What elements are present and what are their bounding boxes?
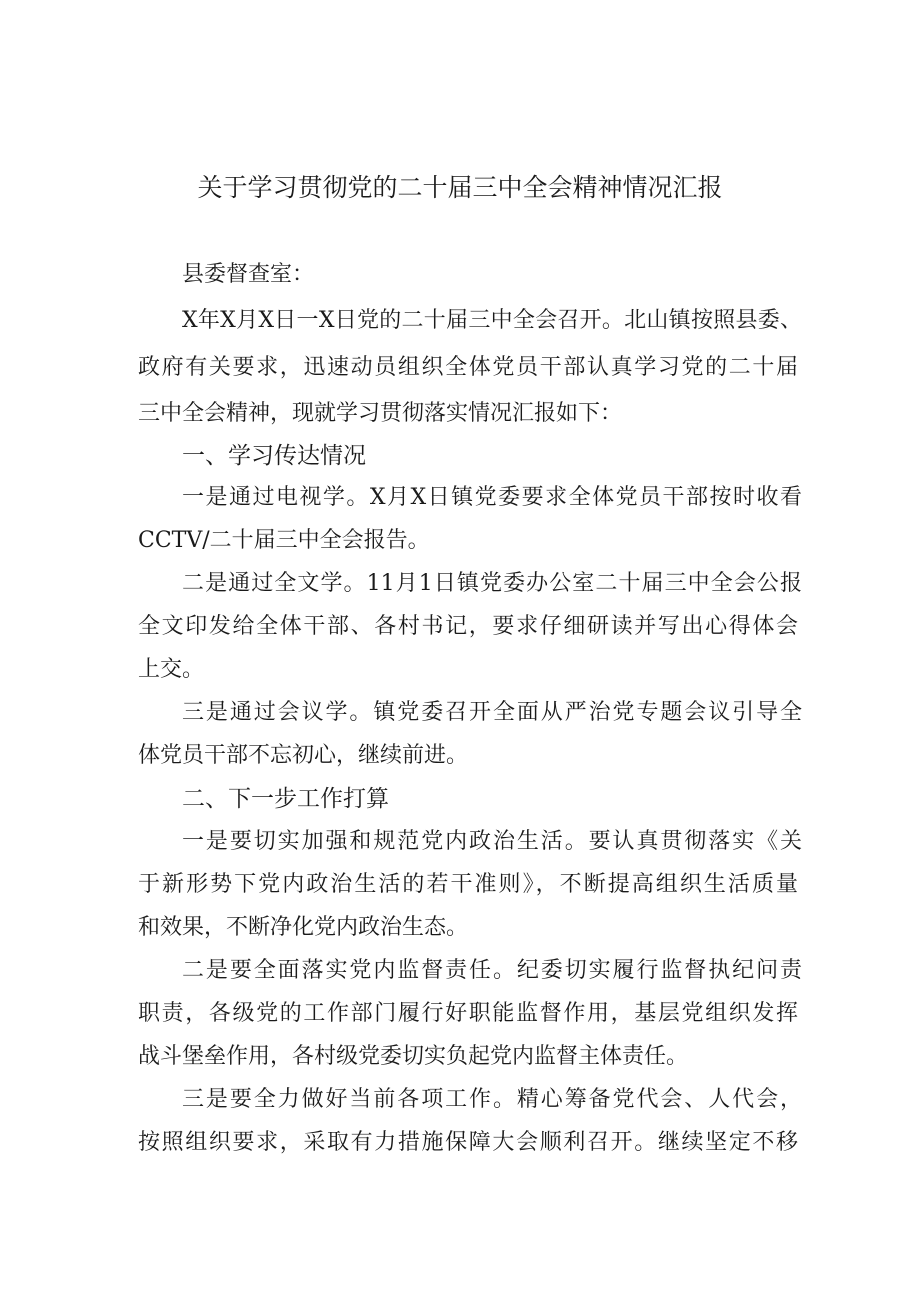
- document-title: 关于学习贯彻党的二十届三中全会精神情况汇报: [197, 173, 723, 202]
- paragraph-line: 体党员干部不忘初心，继续前进。: [138, 743, 469, 768]
- paragraph-line: 于新形势下党内政治生活的若干准则》，不断提高组织生活质量: [138, 872, 798, 897]
- paragraph-line: 二是通过全文学。11月1日镇党委办公室二十届三中全会公报: [182, 571, 802, 596]
- paragraph-line: 一是要切实加强和规范党内政治生活。要认真贯彻落实《关: [182, 829, 802, 854]
- paragraph-line: 全文印发给全体干部、各村书记，要求仔细研读并写出心得体会: [138, 614, 798, 639]
- paragraph-line: 职责，各级党的工作部门履行好职能监督作用，基层党组织发挥: [138, 1001, 798, 1026]
- paragraph-line: 一是通过电视学。X月X日镇党委要求全体党员干部按时收看: [182, 485, 802, 510]
- paragraph-line: CCTV/二十届三中全会报告。: [138, 528, 430, 553]
- paragraph-line: 战斗堡垒作用，各村级党委切实负起党内监督主体责任。: [138, 1044, 689, 1069]
- paragraph-line: 三中全会精神，现就学习贯彻落实情况汇报如下：: [138, 401, 623, 426]
- section-heading-2: 二、下一步工作打算: [182, 786, 389, 812]
- paragraph-line: 和效果，不断净化党内政治生态。: [138, 915, 469, 940]
- paragraph-line: 按照组织要求，采取有力措施保障大会顺利召开。继续坚定不移: [138, 1130, 798, 1155]
- paragraph-line: 二是要全面落实党内监督责任。纪委切实履行监督执纪问责: [182, 958, 802, 983]
- paragraph-line: X年X月X日一X日党的二十届三中全会召开。北山镇按照县委、: [182, 308, 802, 333]
- section-heading-1: 一、学习传达情况: [182, 443, 366, 469]
- paragraph-line: 政府有关要求，迅速动员组织全体党员干部认真学习党的二十届: [138, 355, 798, 380]
- paragraph-line: 三是通过会议学。镇党委召开全面从严治党专题会议引导全: [182, 700, 802, 725]
- paragraph-line: 三是要全力做好当前各项工作。精心筹备党代会、人代会，: [182, 1087, 802, 1112]
- paragraph-line: 上交。: [138, 657, 205, 682]
- salutation: 县委督查室：: [182, 262, 315, 287]
